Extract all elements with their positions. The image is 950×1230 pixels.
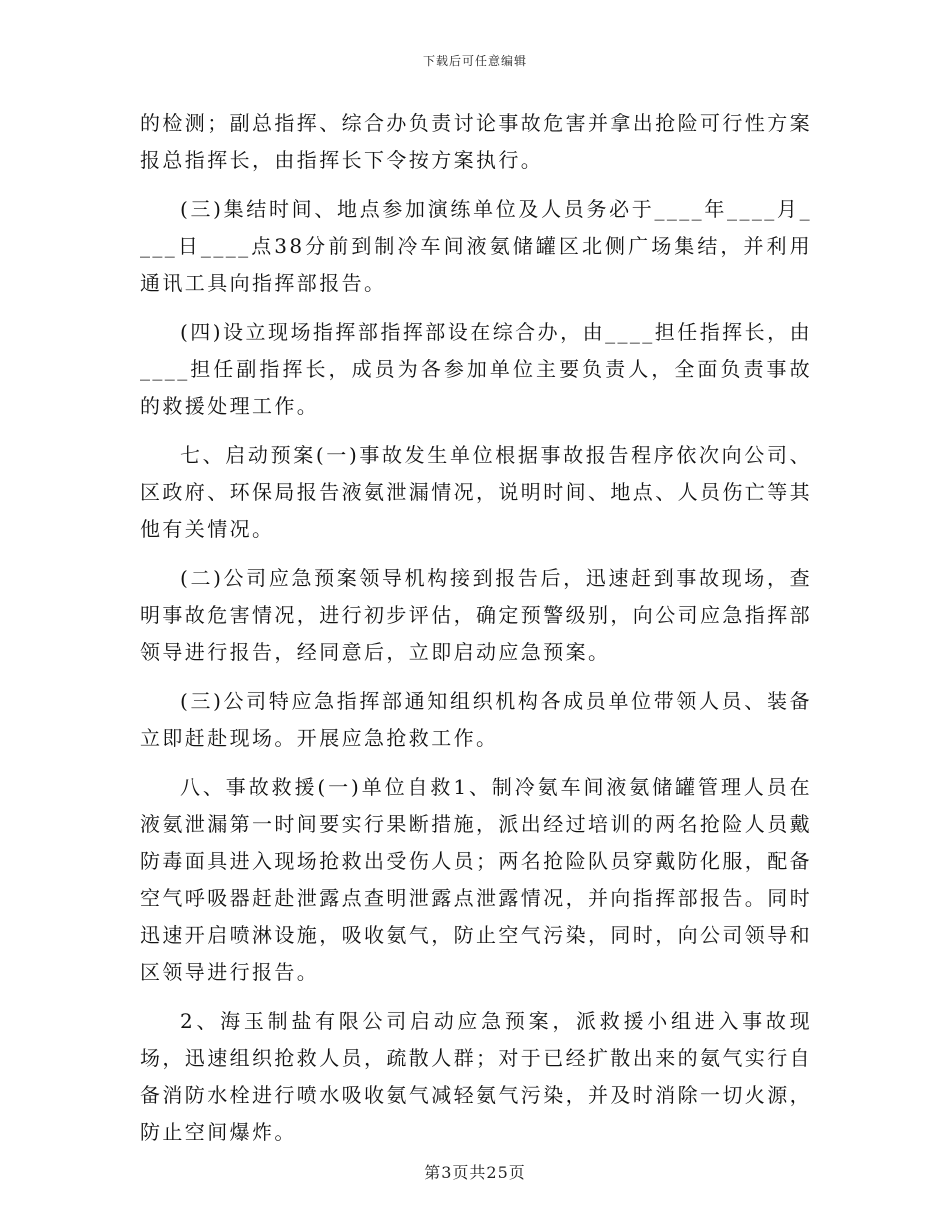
paragraph: (四)设立现场指挥部指挥部设在综合办，由____担任指挥长，由____担任副指挥长，成员为各参加单位主要负责人，全面负责事故的救援处理工作。 bbox=[140, 320, 812, 418]
document-body bbox=[140, 105, 812, 1163]
paragraph: (二)公司应急预案领导机构接到报告后，迅速赶到事故现场，查明事故危害情况，进行初步评估，确定预警级别，向公司应急指挥部领导进行报告，经同意后，立即启动应急预案。 bbox=[140, 566, 812, 664]
paragraph: (三)集结时间、地点参加演练单位及人员务必于____年____月____日____点38分前到制冷车间液氨储罐区北侧广场集结，并利用通讯工具向指挥部报告。 bbox=[140, 197, 812, 295]
page-footer: 第3页共25页 bbox=[424, 1163, 526, 1182]
paragraph: (三)公司特应急指挥部通知组织机构各成员单位带领人员、装备立即赶赴现场。开展应急抢救工作。 bbox=[140, 689, 812, 750]
paragraph: 七、启动预案(一)事故发生单位根据事故报告程序依次向公司、区政府、环保局报告液氨泄漏情况，说明时间、地点、人员伤亡等其他有关情况。 bbox=[140, 443, 812, 541]
paragraph: 2、海玉制盐有限公司启动应急预案，派救援小组进入事故现场，迅速组织抢救人员，疏散人群；对于已经扩散出来的氨气实行自备消防水栓进行喷水吸收氨气减轻氨气污染，并及时消除一切火源，防止空间爆炸。 bbox=[140, 1009, 812, 1144]
paragraph: 的检测；副总指挥、综合办负责讨论事故危害并拿出抢险可行性方案报总指挥长，由指挥长下令按方案执行。 bbox=[140, 111, 812, 172]
page-header: 下载后可任意编辑 bbox=[422, 54, 527, 68]
paragraph: 八、事故救援(一)单位自救1、制冷氨车间液氨储罐管理人员在液氨泄漏第一时间要实行果断措施，派出经过培训的两名抢险人员戴防毒面具进入现场抢救出受伤人员；两名抢险队员穿戴防化服，配备空气呼吸器赶赴泄露点查明泄露点泄露情况，并向指挥部报告。同时迅速开启喷淋设施，吸收氨气，防止空气污染，同时，向公司领导和区领导进行报告。 bbox=[140, 775, 812, 984]
